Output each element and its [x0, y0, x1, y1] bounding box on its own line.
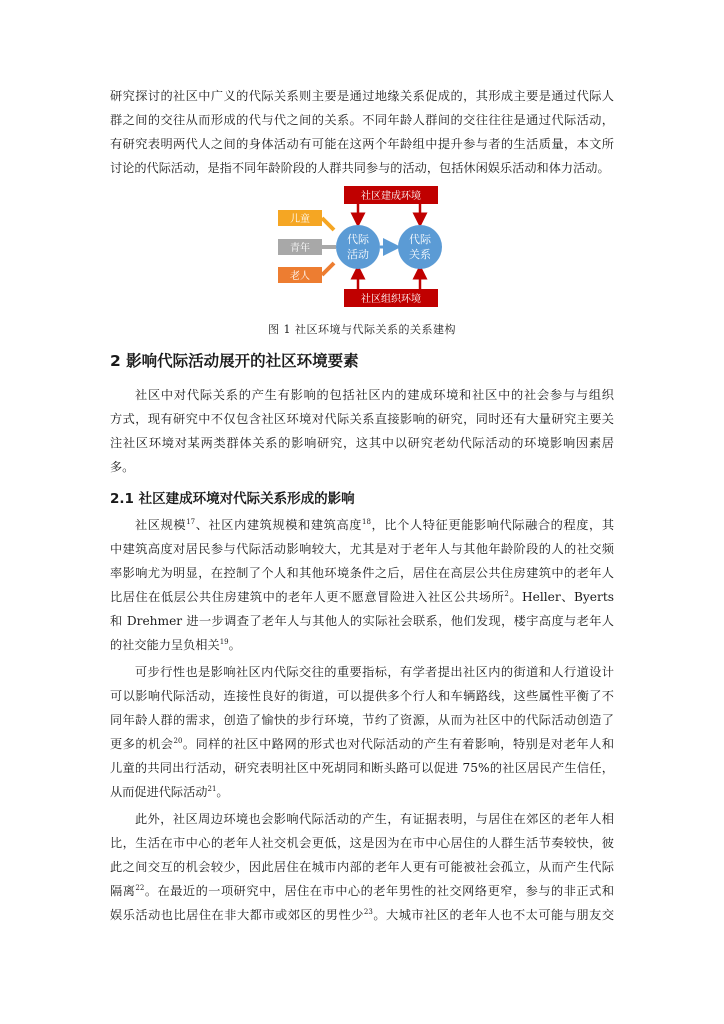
- text-line: 方式，现有研究中不仅包含社区环境对代际关系直接影响的研究，同时还有大量研究主要关: [110, 412, 614, 426]
- reference-mark: 22: [135, 883, 145, 892]
- figure-1-diagram: [276, 182, 456, 312]
- section-2-heading: 2 影响代际活动展开的社区环境要素: [110, 352, 359, 370]
- text-run: 。在最近的一项研究中，居住在市中心的老年男性的社交网络更窄，参与的非正式和: [144, 884, 614, 898]
- circle-relation-line2: 关系: [409, 248, 431, 261]
- section-2-paragraph: [110, 383, 614, 479]
- section-2-1-paragraph-3: [110, 807, 614, 927]
- circle-relation: [398, 225, 442, 269]
- text-line: [110, 513, 614, 537]
- text-run: 比居住在低层公共住房建筑中的老年人更不愿意冒险进入社区公共场所: [110, 590, 505, 604]
- text-run: 。大城市社区的老年人也不太可能与朋友交: [372, 908, 614, 922]
- reference-mark: 23: [363, 907, 373, 916]
- text-run: 更多的机会: [110, 737, 174, 751]
- section-2-1-paragraph-1: [110, 513, 614, 657]
- group-elderly-label: 老人: [290, 271, 310, 282]
- reference-mark: 2: [504, 589, 509, 598]
- text-line: 社区中对代际关系的产生有影响的包括社区内的建成环境和社区中的社会参与与组织: [135, 388, 614, 402]
- text-line: 可步行性也是影响社区内代际交往的重要指标，有学者提出社区内的街道和人行道设计: [135, 665, 614, 679]
- arrow-children: [322, 218, 334, 230]
- text-run: 。同样的社区中路网的形式也对代际活动的产生有着影响，特别是对老年人和: [182, 737, 614, 751]
- text-line: [110, 879, 614, 903]
- text-line: 中建筑高度对居民参与代际活动影响较大，尤其是对于老年人与其他年龄阶段的人的社交频: [110, 542, 614, 556]
- text-run: 的社交能力呈负相关: [110, 638, 220, 652]
- bottom-env-label: 社区组织环境: [361, 294, 421, 305]
- text-line: [110, 903, 614, 927]
- text-line: [110, 780, 614, 804]
- reference-mark: 20: [173, 736, 183, 745]
- intro-paragraph: [110, 84, 614, 180]
- figure-caption: 图 1 社区环境与代际关系的关系建构: [268, 323, 456, 336]
- text-run: 娱乐活动也比居住在非大都市或郊区的男性少: [110, 908, 364, 922]
- circle-relation-line1: 代际: [409, 233, 431, 246]
- text-line: 可以影响代际活动，连接性良好的街道，可以提供多个行人和车辆路线，这些属性平衡了不: [110, 689, 614, 703]
- text-run: 。: [216, 785, 229, 799]
- text-line: 研究探讨的社区中广义的代际关系则主要是通过地缘关系促成的，其形成主要是通过代际人: [110, 89, 614, 103]
- circle-activity-line1: 代际: [347, 233, 369, 246]
- circle-activity-line2: 活动: [347, 248, 369, 261]
- group-children-label: 儿童: [290, 214, 310, 225]
- text-line: 此之间交互的机会较少，因此居住在城市内部的老年人更有可能被社会孤立，从而产生代际: [110, 860, 614, 874]
- text-line: 和 Drehmer 进一步调查了老年人与其他人的实际社会联系，他们发现，楼宇高度与老年人: [110, 614, 614, 628]
- text-run: 从而促进代际活动: [110, 785, 208, 799]
- text-line: [110, 633, 614, 657]
- text-line: 讨论的代际活动，是指不同年龄阶段的人群共同参与的活动，包括休闲娱乐活动和体力活动。: [110, 161, 610, 175]
- text-run: 。: [228, 638, 241, 652]
- reference-mark: 17: [186, 517, 196, 526]
- text-line: 多。: [110, 460, 135, 474]
- section-2-1-heading: 2.1 社区建成环境对代际关系形成的影响: [110, 491, 355, 507]
- text-run: 社区规模: [135, 518, 187, 532]
- text-line: 有研究表明两代人之间的身体活动有可能在这两个年龄组中提升参与者的生活质量，本文所: [110, 137, 614, 151]
- text-line: [110, 732, 614, 756]
- text-run: 隔离: [110, 884, 136, 898]
- reference-mark: 19: [219, 637, 229, 646]
- text-run: 、社区内建筑规模和建筑高度: [195, 518, 363, 532]
- text-line: 此外，社区周边环境也会影响代际活动的产生，有证据表明，与居住在郊区的老年人相: [135, 812, 614, 826]
- text-line: 同年龄人群的需求，创造了愉快的步行环境，节约了资源，从而为社区中的代际活动创造了: [110, 713, 614, 727]
- text-line: [110, 585, 614, 609]
- text-line: 群之间的交往从而形成的代与代之间的关系。不同年龄人群间的交往往往是通过代际活动，: [110, 113, 614, 127]
- text-line: 比，生活在市中心的老年人社交机会更低，这是因为在市中心居住的人群生活节奏较快，彼: [110, 836, 614, 850]
- text-run: 。Heller、Byerts: [508, 590, 614, 604]
- circle-activity: [336, 225, 380, 269]
- reference-mark: 18: [362, 517, 371, 526]
- reference-mark: 21: [207, 784, 217, 793]
- group-youth-label: 青年: [290, 243, 310, 254]
- text-run: ，比个人特征更能影响代际融合的程度，其: [370, 518, 614, 532]
- text-line: 儿童的共同出行活动，研究表明社区中死胡同和断头路可以促进 75%的社区居民产生信任，: [110, 761, 614, 775]
- arrow-elderly: [322, 263, 334, 275]
- top-env-label: 社区建成环境: [361, 191, 421, 202]
- text-line: 率影响尤为明显，在控制了个人和其他环境条件之后，居住在高层公共住房建筑中的老年人: [110, 566, 614, 580]
- text-line: 注社区环境对某两类群体关系的影响研究，这其中以研究老幼代际活动的环境影响因素居: [110, 436, 614, 450]
- section-2-1-paragraph-2: [110, 660, 614, 804]
